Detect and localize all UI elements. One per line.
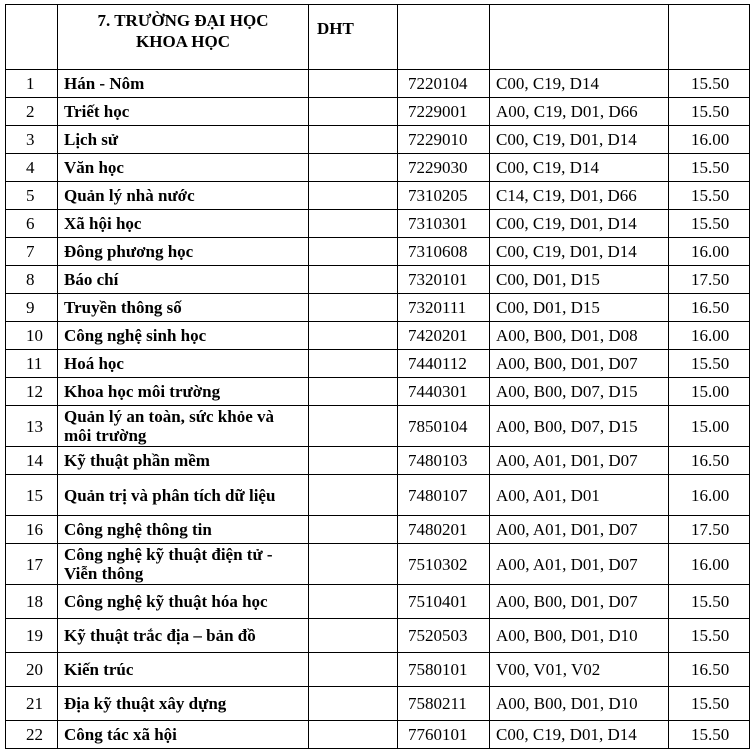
major-name: Quản lý nhà nước xyxy=(58,182,309,210)
major-name: Quản trị và phân tích dữ liệu xyxy=(58,475,309,516)
school-title-line1: 7. TRƯỜNG ĐẠI HỌC xyxy=(97,11,269,30)
benchmark-score: 15.50 xyxy=(669,182,750,210)
major-name: Công nghệ thông tin xyxy=(58,516,309,544)
school-code: DHT xyxy=(309,5,398,70)
major-name: Văn học xyxy=(58,154,309,182)
major-name: Kỹ thuật trắc địa – bản đồ xyxy=(58,619,309,653)
row-number: 12 xyxy=(6,378,58,406)
row-empty-cell xyxy=(309,516,398,544)
major-code: 7310608 xyxy=(398,238,490,266)
major-code: 7310301 xyxy=(398,210,490,238)
row-empty-cell xyxy=(309,182,398,210)
row-empty-cell xyxy=(309,378,398,406)
subject-combinations: A00, A01, D01 xyxy=(490,475,669,516)
school-title-line2: KHOA HỌC xyxy=(136,32,230,51)
row-empty-cell xyxy=(309,126,398,154)
table-row xyxy=(6,238,750,266)
row-empty-cell xyxy=(309,544,398,585)
benchmark-score: 15.50 xyxy=(669,687,750,721)
major-code: 7510302 xyxy=(398,544,490,585)
row-empty-cell xyxy=(309,447,398,475)
major-code: 7480201 xyxy=(398,516,490,544)
benchmark-score: 15.50 xyxy=(669,210,750,238)
benchmark-score: 16.00 xyxy=(669,544,750,585)
benchmark-score: 15.50 xyxy=(669,619,750,653)
subject-combinations: A00, B00, D01, D07 xyxy=(490,350,669,378)
subject-combinations: C00, D01, D15 xyxy=(490,266,669,294)
major-name: Lịch sử xyxy=(58,126,309,154)
major-code: 7850104 xyxy=(398,406,490,447)
row-empty-cell xyxy=(309,70,398,98)
row-number: 13 xyxy=(6,406,58,447)
row-number: 4 xyxy=(6,154,58,182)
major-name: Công tác xã hội xyxy=(58,721,309,749)
major-name: Hán - Nôm xyxy=(58,70,309,98)
major-code: 7760101 xyxy=(398,721,490,749)
row-number: 22 xyxy=(6,721,58,749)
major-code: 7320111 xyxy=(398,294,490,322)
benchmark-score: 16.00 xyxy=(669,238,750,266)
benchmark-score: 17.50 xyxy=(669,266,750,294)
row-number: 2 xyxy=(6,98,58,126)
benchmark-score: 16.00 xyxy=(669,126,750,154)
subject-combinations: C00, C19, D01, D14 xyxy=(490,210,669,238)
row-number: 6 xyxy=(6,210,58,238)
row-number: 17 xyxy=(6,544,58,585)
row-empty-cell xyxy=(309,585,398,619)
major-name: Đông phương học xyxy=(58,238,309,266)
subject-combinations: C14, C19, D01, D66 xyxy=(490,182,669,210)
row-empty-cell xyxy=(309,475,398,516)
major-name: Triết học xyxy=(58,98,309,126)
subject-combinations: A00, B00, D07, D15 xyxy=(490,378,669,406)
table-row xyxy=(6,406,750,447)
table-row xyxy=(6,70,750,98)
benchmark-score: 15.50 xyxy=(669,721,750,749)
major-code: 7520503 xyxy=(398,619,490,653)
table-row xyxy=(6,154,750,182)
major-name: Báo chí xyxy=(58,266,309,294)
subject-combinations: C00, C19, D01, D14 xyxy=(490,721,669,749)
benchmark-score: 16.00 xyxy=(669,475,750,516)
major-name: Công nghệ kỹ thuật hóa học xyxy=(58,585,309,619)
table-row xyxy=(6,350,750,378)
row-number: 5 xyxy=(6,182,58,210)
benchmark-score: 15.50 xyxy=(669,585,750,619)
table-row xyxy=(6,210,750,238)
major-code: 7480103 xyxy=(398,447,490,475)
benchmark-score: 16.50 xyxy=(669,447,750,475)
row-number: 16 xyxy=(6,516,58,544)
row-empty-cell xyxy=(309,322,398,350)
subject-combinations: A00, B00, D01, D10 xyxy=(490,619,669,653)
benchmark-score: 16.00 xyxy=(669,322,750,350)
subject-combinations: A00, B00, D01, D10 xyxy=(490,687,669,721)
table-row xyxy=(6,653,750,687)
major-name: Truyền thông số xyxy=(58,294,309,322)
header-empty-cell xyxy=(6,5,58,70)
major-code: 7229001 xyxy=(398,98,490,126)
major-code: 7420201 xyxy=(398,322,490,350)
major-code: 7320101 xyxy=(398,266,490,294)
header-empty-cell xyxy=(669,5,750,70)
row-number: 7 xyxy=(6,238,58,266)
table-row xyxy=(6,126,750,154)
row-number: 8 xyxy=(6,266,58,294)
row-number: 15 xyxy=(6,475,58,516)
major-name: Hoá học xyxy=(58,350,309,378)
major-code: 7220104 xyxy=(398,70,490,98)
major-code: 7440112 xyxy=(398,350,490,378)
subject-combinations: A00, B00, D07, D15 xyxy=(490,406,669,447)
row-empty-cell xyxy=(309,154,398,182)
table-row xyxy=(6,266,750,294)
subject-combinations: C00, C19, D01, D14 xyxy=(490,238,669,266)
benchmark-score: 15.50 xyxy=(669,98,750,126)
table-row xyxy=(6,378,750,406)
benchmark-score: 16.50 xyxy=(669,653,750,687)
row-number: 9 xyxy=(6,294,58,322)
table-row xyxy=(6,322,750,350)
row-empty-cell xyxy=(309,653,398,687)
table-row xyxy=(6,98,750,126)
major-code: 7310205 xyxy=(398,182,490,210)
row-empty-cell xyxy=(309,721,398,749)
major-code: 7229030 xyxy=(398,154,490,182)
major-name: Địa kỹ thuật xây dựng xyxy=(58,687,309,721)
table-row xyxy=(6,516,750,544)
table-row xyxy=(6,475,750,516)
row-empty-cell xyxy=(309,350,398,378)
benchmark-score: 15.00 xyxy=(669,378,750,406)
row-empty-cell xyxy=(309,266,398,294)
table-row xyxy=(6,585,750,619)
subject-combinations: A00, B00, D01, D08 xyxy=(490,322,669,350)
row-empty-cell xyxy=(309,406,398,447)
row-empty-cell xyxy=(309,210,398,238)
major-code: 7510401 xyxy=(398,585,490,619)
major-code: 7580101 xyxy=(398,653,490,687)
major-name: Kiến trúc xyxy=(58,653,309,687)
row-empty-cell xyxy=(309,238,398,266)
subject-combinations: C00, C19, D01, D14 xyxy=(490,126,669,154)
row-number: 14 xyxy=(6,447,58,475)
table-row xyxy=(6,294,750,322)
row-number: 10 xyxy=(6,322,58,350)
major-name: Công nghệ kỹ thuật điện tử - Viễn thông xyxy=(58,544,309,585)
row-number: 19 xyxy=(6,619,58,653)
table-row xyxy=(6,619,750,653)
benchmark-score: 15.00 xyxy=(669,406,750,447)
row-number: 20 xyxy=(6,653,58,687)
subject-combinations: A00, A01, D01, D07 xyxy=(490,447,669,475)
row-number: 1 xyxy=(6,70,58,98)
row-number: 18 xyxy=(6,585,58,619)
subject-combinations: C00, C19, D14 xyxy=(490,154,669,182)
row-empty-cell xyxy=(309,98,398,126)
subject-combinations: A00, C19, D01, D66 xyxy=(490,98,669,126)
subject-combinations: A00, A01, D01, D07 xyxy=(490,516,669,544)
major-code: 7480107 xyxy=(398,475,490,516)
table-row xyxy=(6,182,750,210)
header-empty-cell xyxy=(398,5,490,70)
row-number: 3 xyxy=(6,126,58,154)
school-title xyxy=(58,5,309,70)
row-empty-cell xyxy=(309,294,398,322)
major-name: Xã hội học xyxy=(58,210,309,238)
benchmark-score: 15.50 xyxy=(669,350,750,378)
table-row xyxy=(6,447,750,475)
major-name: Kỹ thuật phần mềm xyxy=(58,447,309,475)
subject-combinations: A00, A01, D01, D07 xyxy=(490,544,669,585)
subject-combinations: A00, B00, D01, D07 xyxy=(490,585,669,619)
benchmark-score: 15.50 xyxy=(669,70,750,98)
major-name: Quản lý an toàn, sức khỏe và môi trường xyxy=(58,406,309,447)
subject-combinations: C00, C19, D14 xyxy=(490,70,669,98)
subject-combinations: V00, V01, V02 xyxy=(490,653,669,687)
header-empty-cell xyxy=(490,5,669,70)
row-number: 11 xyxy=(6,350,58,378)
benchmark-score: 15.50 xyxy=(669,154,750,182)
major-code: 7440301 xyxy=(398,378,490,406)
row-number: 21 xyxy=(6,687,58,721)
admission-scores-table xyxy=(5,4,750,749)
major-code: 7229010 xyxy=(398,126,490,154)
subject-combinations: C00, D01, D15 xyxy=(490,294,669,322)
table-header-row xyxy=(6,5,750,70)
row-empty-cell xyxy=(309,619,398,653)
major-name: Khoa học môi trường xyxy=(58,378,309,406)
table-row xyxy=(6,687,750,721)
table-row xyxy=(6,544,750,585)
row-empty-cell xyxy=(309,687,398,721)
major-name: Công nghệ sinh học xyxy=(58,322,309,350)
major-code: 7580211 xyxy=(398,687,490,721)
benchmark-score: 17.50 xyxy=(669,516,750,544)
benchmark-score: 16.50 xyxy=(669,294,750,322)
table-row xyxy=(6,721,750,749)
